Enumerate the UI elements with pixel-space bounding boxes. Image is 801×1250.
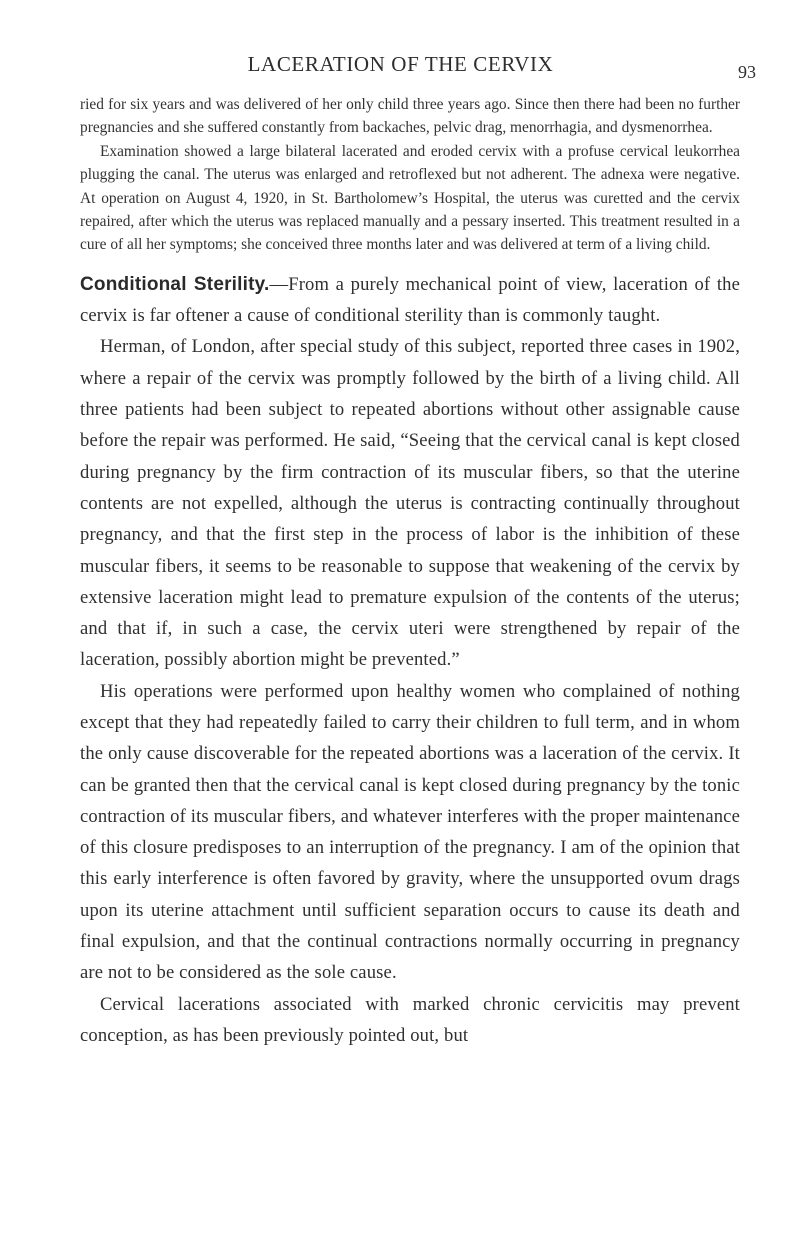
case-report-paragraph: Examination showed a large bilateral lacerated and eroded cervix with a profuse cervical leukorrhea plugging the canal. The uterus was enlarged and retroflexed but not adherent. The adnexa were negative. At operation on August 4, 1920, in St. Bartholomew’s Hospital, the uterus was curetted and the cervix repaired, after which the uterus was replaced manually and a pessary inserted. This treatment resulted in a cure of all her symptoms; she conceived three months later and was delivered at term of a living child.: [80, 142, 740, 254]
case-report-paragraph: ried for six years and was delivered of her only child three years ago. Since then there had been no further pregnancies and she suffered constantly from backaches, pelvic drag, menorrhagia, and dysmenorrhea.: [80, 96, 740, 137]
page-number: 93: [738, 62, 756, 82]
section-lead-in: —From a purely mechanical point of view, laceration of the cervix is far oftener a cause of conditional sterility than is commonly taught.: [80, 273, 740, 327]
body-paragraph: Cervical lacerations associated with marked chronic cervicitis may prevent conception, as has been previously pointed out, but: [80, 993, 740, 1046]
running-head: LACERATION OF THE CERVIX: [247, 52, 554, 76]
section-opening-paragraph: [80, 269, 740, 332]
body-paragraph: His operations were performed upon healthy women who complained of nothing except that they had repeatedly failed to carry their children to full term, and in whom the only cause discoverable for the repeated abortions was a laceration of the cervix. It can be granted then that the cervical canal is kept closed during pregnancy by the tonic contraction of its muscular fibers, and whatever interferes with the proper maintenance of this closure predisposes to an interruption of the pregnancy. I am of the opinion that this early interference is often favored by gravity, where the unsupported ovum drags upon its uterine attachment until sufficient separation occurs to cause its death and final expulsion, and that the continual contractions normally occurring in pregnancy are not to be considered as the sole cause.: [80, 680, 740, 984]
body-paragraph: Herman, of London, after special study of this subject, reported three cases in 1902, where a repair of the cervix was promptly followed by the birth of a living child. All three patients had been subject to repeated abortions without other assignable cause before the repair was performed. He said, “Seeing that the cervical canal is kept closed during pregnancy by the firm contraction of its muscular fibers, so that the uterine contents are not expelled, although the uterus is contracting continually throughout pregnancy, and that the first step in the process of labor is the inhibition of these muscular fibers, it seems to be reasonable to suppose that weakening of the cervix by extensive laceration might lead to premature expulsion of the contents of the uterus; and that if, in such a case, the cervix uteri were strengthened by repair of the laceration, possibly abortion might be prevented.”: [80, 336, 740, 671]
section-heading: Conditional Sterility.: [80, 273, 270, 295]
body-text: [80, 93, 740, 1051]
